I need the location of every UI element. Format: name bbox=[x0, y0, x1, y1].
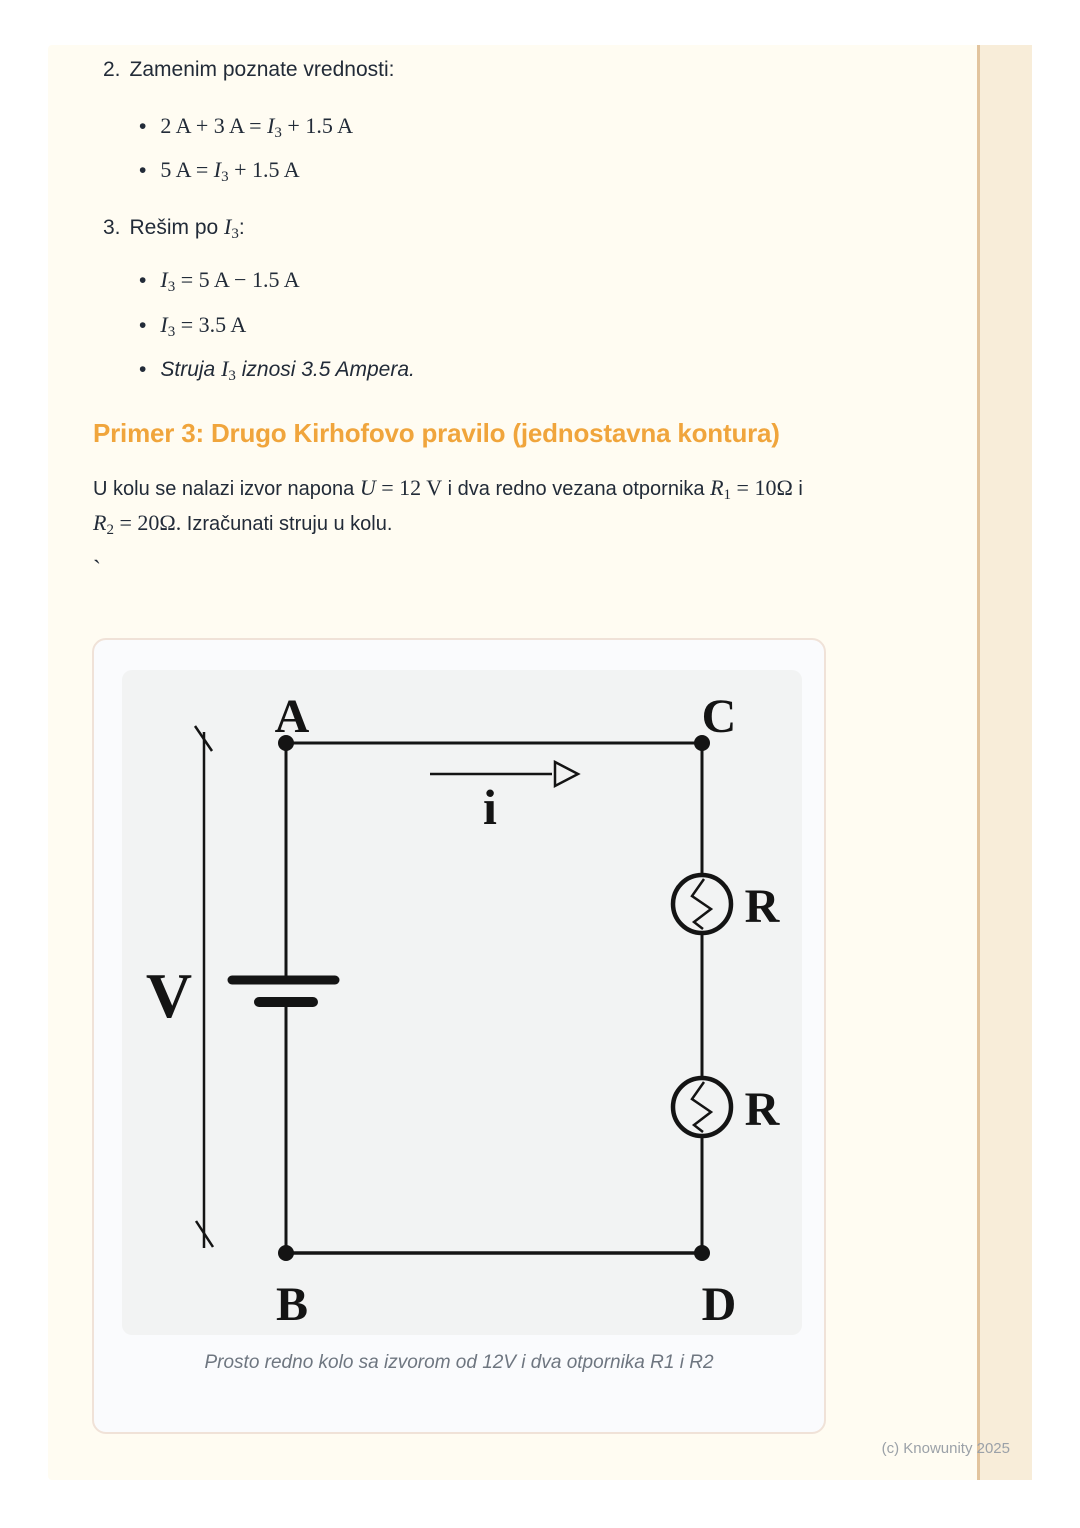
bullet-icon: • bbox=[139, 269, 147, 292]
text-segment: R bbox=[710, 475, 724, 500]
text-segment: = 5 A − 1.5 A bbox=[175, 267, 300, 292]
voltage-label: V bbox=[145, 960, 193, 1031]
node-label-a: A bbox=[274, 690, 310, 743]
text-segment: 2 bbox=[106, 522, 114, 538]
list-item bbox=[139, 356, 415, 385]
step-title bbox=[129, 214, 245, 242]
circuit-svg bbox=[122, 670, 802, 1335]
text-segment: I bbox=[267, 113, 275, 138]
equation-text bbox=[160, 267, 299, 296]
equation-text bbox=[160, 113, 353, 142]
node-dot-d bbox=[694, 1245, 710, 1261]
text-segment: Izračunati struju u kolu. bbox=[181, 513, 393, 535]
resistor-1-zigzag bbox=[692, 879, 711, 929]
figure-caption: Prosto redno kolo sa izvorom od 12V i dva otpornika R1 i R2 bbox=[204, 1352, 714, 1373]
paragraph-line bbox=[93, 475, 803, 510]
step-number: 2. bbox=[103, 58, 121, 81]
figure-card bbox=[92, 638, 826, 1434]
text-segment: 3 bbox=[231, 226, 239, 242]
text-segment: 5 A = bbox=[160, 157, 214, 182]
text-segment: U bbox=[359, 475, 376, 500]
text-segment: Zamenim poznate vrednosti: bbox=[129, 58, 395, 81]
text-segment: R bbox=[93, 510, 107, 535]
step-3-heading bbox=[103, 214, 245, 247]
copyright-footer: (c) Knowunity 2025 bbox=[881, 1440, 1010, 1457]
text-segment: 3 bbox=[167, 279, 176, 295]
circuit-labels bbox=[146, 690, 781, 1331]
text-segment: : bbox=[238, 216, 245, 239]
resistor-2-zigzag bbox=[692, 1082, 711, 1132]
resistor-1-label: R bbox=[744, 880, 780, 933]
text-segment: i dva redno vezana otpornika bbox=[442, 478, 711, 500]
text-segment: 3 bbox=[228, 368, 236, 384]
bullet-icon: • bbox=[139, 115, 147, 138]
text-segment: 3 bbox=[221, 169, 229, 185]
text-segment: U kolu se nalazi izvor napona bbox=[93, 478, 360, 500]
text-segment: + 1.5 A bbox=[228, 157, 300, 182]
paragraph-line bbox=[93, 510, 803, 545]
text-segment: 2 A + 3 A = bbox=[160, 113, 268, 138]
circuit-diagram bbox=[122, 670, 802, 1335]
node-dot-b bbox=[278, 1245, 294, 1261]
notebook-margin-column bbox=[980, 45, 1032, 1480]
bullet-icon: • bbox=[139, 159, 147, 182]
list-item bbox=[139, 157, 300, 186]
text-segment: I bbox=[224, 214, 232, 239]
list-item bbox=[139, 113, 353, 142]
text-segment: 1 bbox=[723, 487, 732, 503]
node-label-b: B bbox=[275, 1278, 309, 1331]
text-segment: I bbox=[221, 356, 229, 381]
equation-text bbox=[160, 157, 299, 186]
current-arrow-head bbox=[555, 762, 578, 786]
text-segment: I bbox=[213, 157, 222, 182]
step-title bbox=[130, 58, 395, 81]
step-number: 3. bbox=[103, 216, 121, 239]
resistor-2-label: R bbox=[744, 1083, 780, 1136]
current-label: i bbox=[483, 779, 497, 835]
section-heading: Primer 3: Drugo Kirhofovo pravilo (jednostavna kontura) bbox=[93, 418, 780, 448]
text-segment: 3 bbox=[167, 324, 176, 340]
text-segment: = 3.5 A bbox=[175, 312, 247, 337]
equation-text bbox=[160, 312, 246, 341]
conclusion-text bbox=[160, 356, 415, 385]
bullet-icon: • bbox=[139, 314, 147, 337]
text-segment: Struja bbox=[160, 358, 222, 381]
circuit-wires bbox=[195, 726, 731, 1253]
text-segment: = 12 V bbox=[375, 475, 443, 500]
problem-paragraph bbox=[93, 475, 803, 545]
text-segment: 3 bbox=[274, 125, 282, 141]
node-label-d: D bbox=[701, 1278, 737, 1331]
text-segment: + 1.5 A bbox=[281, 113, 354, 138]
document-page bbox=[48, 45, 1032, 1480]
text-segment: iznosi 3.5 Ampera. bbox=[235, 358, 415, 381]
stray-backtick: ` bbox=[93, 557, 101, 583]
list-item bbox=[139, 312, 246, 341]
text-segment: Rešim po bbox=[129, 216, 225, 239]
node-label-c: C bbox=[701, 690, 737, 743]
text-segment: = 10Ω bbox=[731, 475, 793, 500]
text-segment: I bbox=[160, 312, 168, 337]
step-2-heading bbox=[103, 57, 394, 83]
list-item bbox=[139, 267, 300, 296]
text-segment: = 20Ω. bbox=[113, 510, 182, 535]
text-segment: i bbox=[792, 478, 803, 500]
text-segment: I bbox=[160, 267, 168, 292]
bullet-icon: • bbox=[139, 358, 147, 381]
